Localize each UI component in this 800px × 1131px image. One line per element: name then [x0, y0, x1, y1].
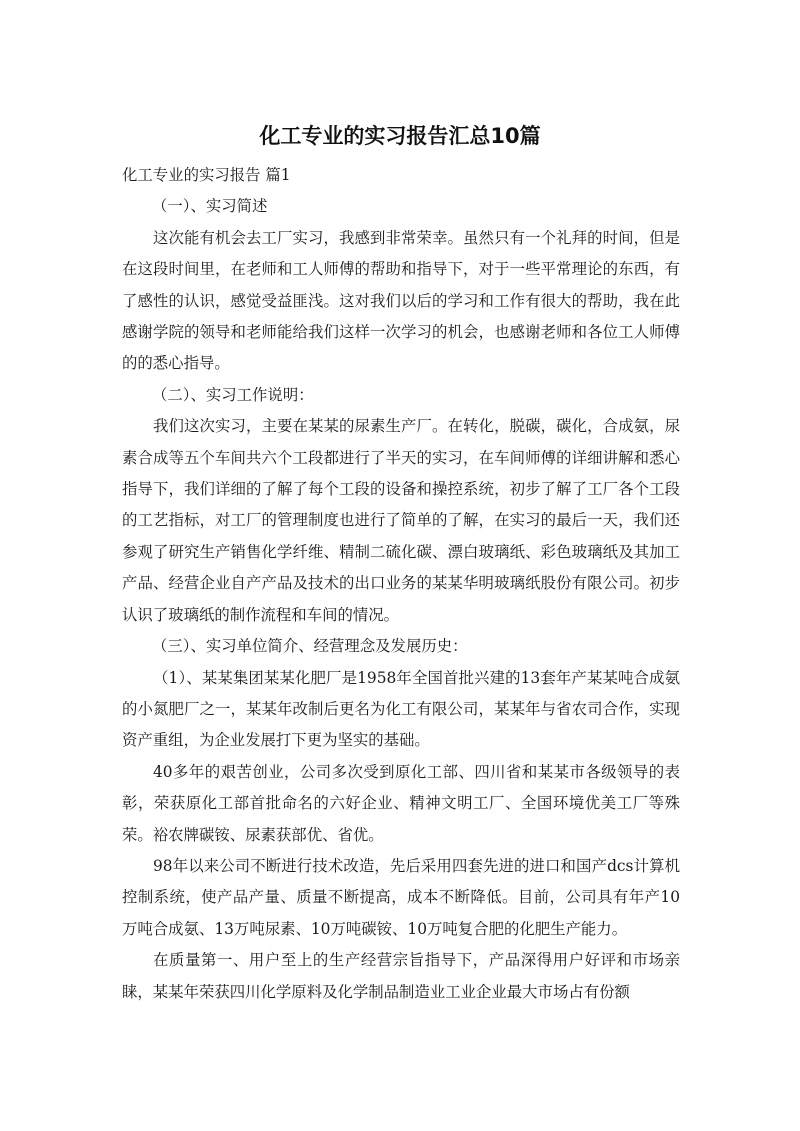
- paragraph: 我们这次实习，主要在某某的尿素生产厂。在转化，脱碳，碳化，合成氨，尿素合成等五个车间共六个工段都进行了半天的实习，在车间师傅的详细讲解和悉心指导下，我们详细的了解了每个工段的设备和操控系统，初步了解了工厂各个工段的工艺指标，对工厂的管理制度也进行了简单的了解，在实习的最后一天，我们还参观了研究生产销售化学纤维、精制二硫化碳、漂白玻璃纸、彩色玻璃纸及其加工产品、经营企业自产产品及技术的出口业务的某某华明玻璃纸股份有限公司。初步认识了玻璃纸的制作流程和车间的情况。: [122, 417, 680, 624]
- paragraph: 这次能有机会去工厂实习，我感到非常荣幸。虽然只有一个礼拜的时间，但是在这段时间里，在老师和工人师傅的帮助和指导下，对于一些平常理论的东西，有了感性的认识，感觉受益匪浅。这对我们以后的学习和工作有很大的帮助，我在此感谢学院的领导和老师能给我们这样一次学习的机会，也感谢老师和各位工人师傅的的悉心指导。: [122, 228, 680, 373]
- sub-heading-2: （二）、实习工作说明：: [152, 385, 314, 404]
- sub-heading-1: （一）、实习简述: [152, 197, 268, 216]
- paragraph: （1）、某某集团某某化肥厂是1958年全国首批兴建的13套年产某某吨合成氨的小氮肥厂之一，某某年改制后更名为化工有限公司，某某年与省农司合作，实现资产重组，为企业发展打下更为坚实的基础。: [122, 668, 680, 750]
- sub-heading-3: （三）、实习单位简介、经营理念及发展历史：: [152, 637, 468, 656]
- paragraph: 在质量第一、用户至上的生产经营宗旨指导下，产品深得用户好评和市场亲睐，某某年荣获四川化学原料及化学制品制造业工业企业最大市场占有份额: [122, 951, 680, 1001]
- section-heading: 化工专业的实习报告 篇1: [122, 166, 291, 184]
- paragraph: 40多年的艰苦创业，公司多次受到原化工部、四川省和某某市各级领导的表彰，荣获原化工部首批命名的六好企业、精神文明工厂、全国环境优美工厂等殊荣。裕农牌碳铵、尿素获部优、省优。: [122, 762, 680, 844]
- paragraph: 98年以来公司不断进行技术改造，先后采用四套先进的进口和国产dcs计算机控制系统，使产品产量、质量不断提高，成本不断降低。目前，公司具有年产10万吨合成氨、13万吨尿素、10万吨碳铵、10万吨复合肥的化肥生产能力。: [122, 856, 680, 938]
- document-body: [122, 160, 680, 1008]
- document-title: 化工专业的实习报告汇总10篇: [259, 124, 541, 148]
